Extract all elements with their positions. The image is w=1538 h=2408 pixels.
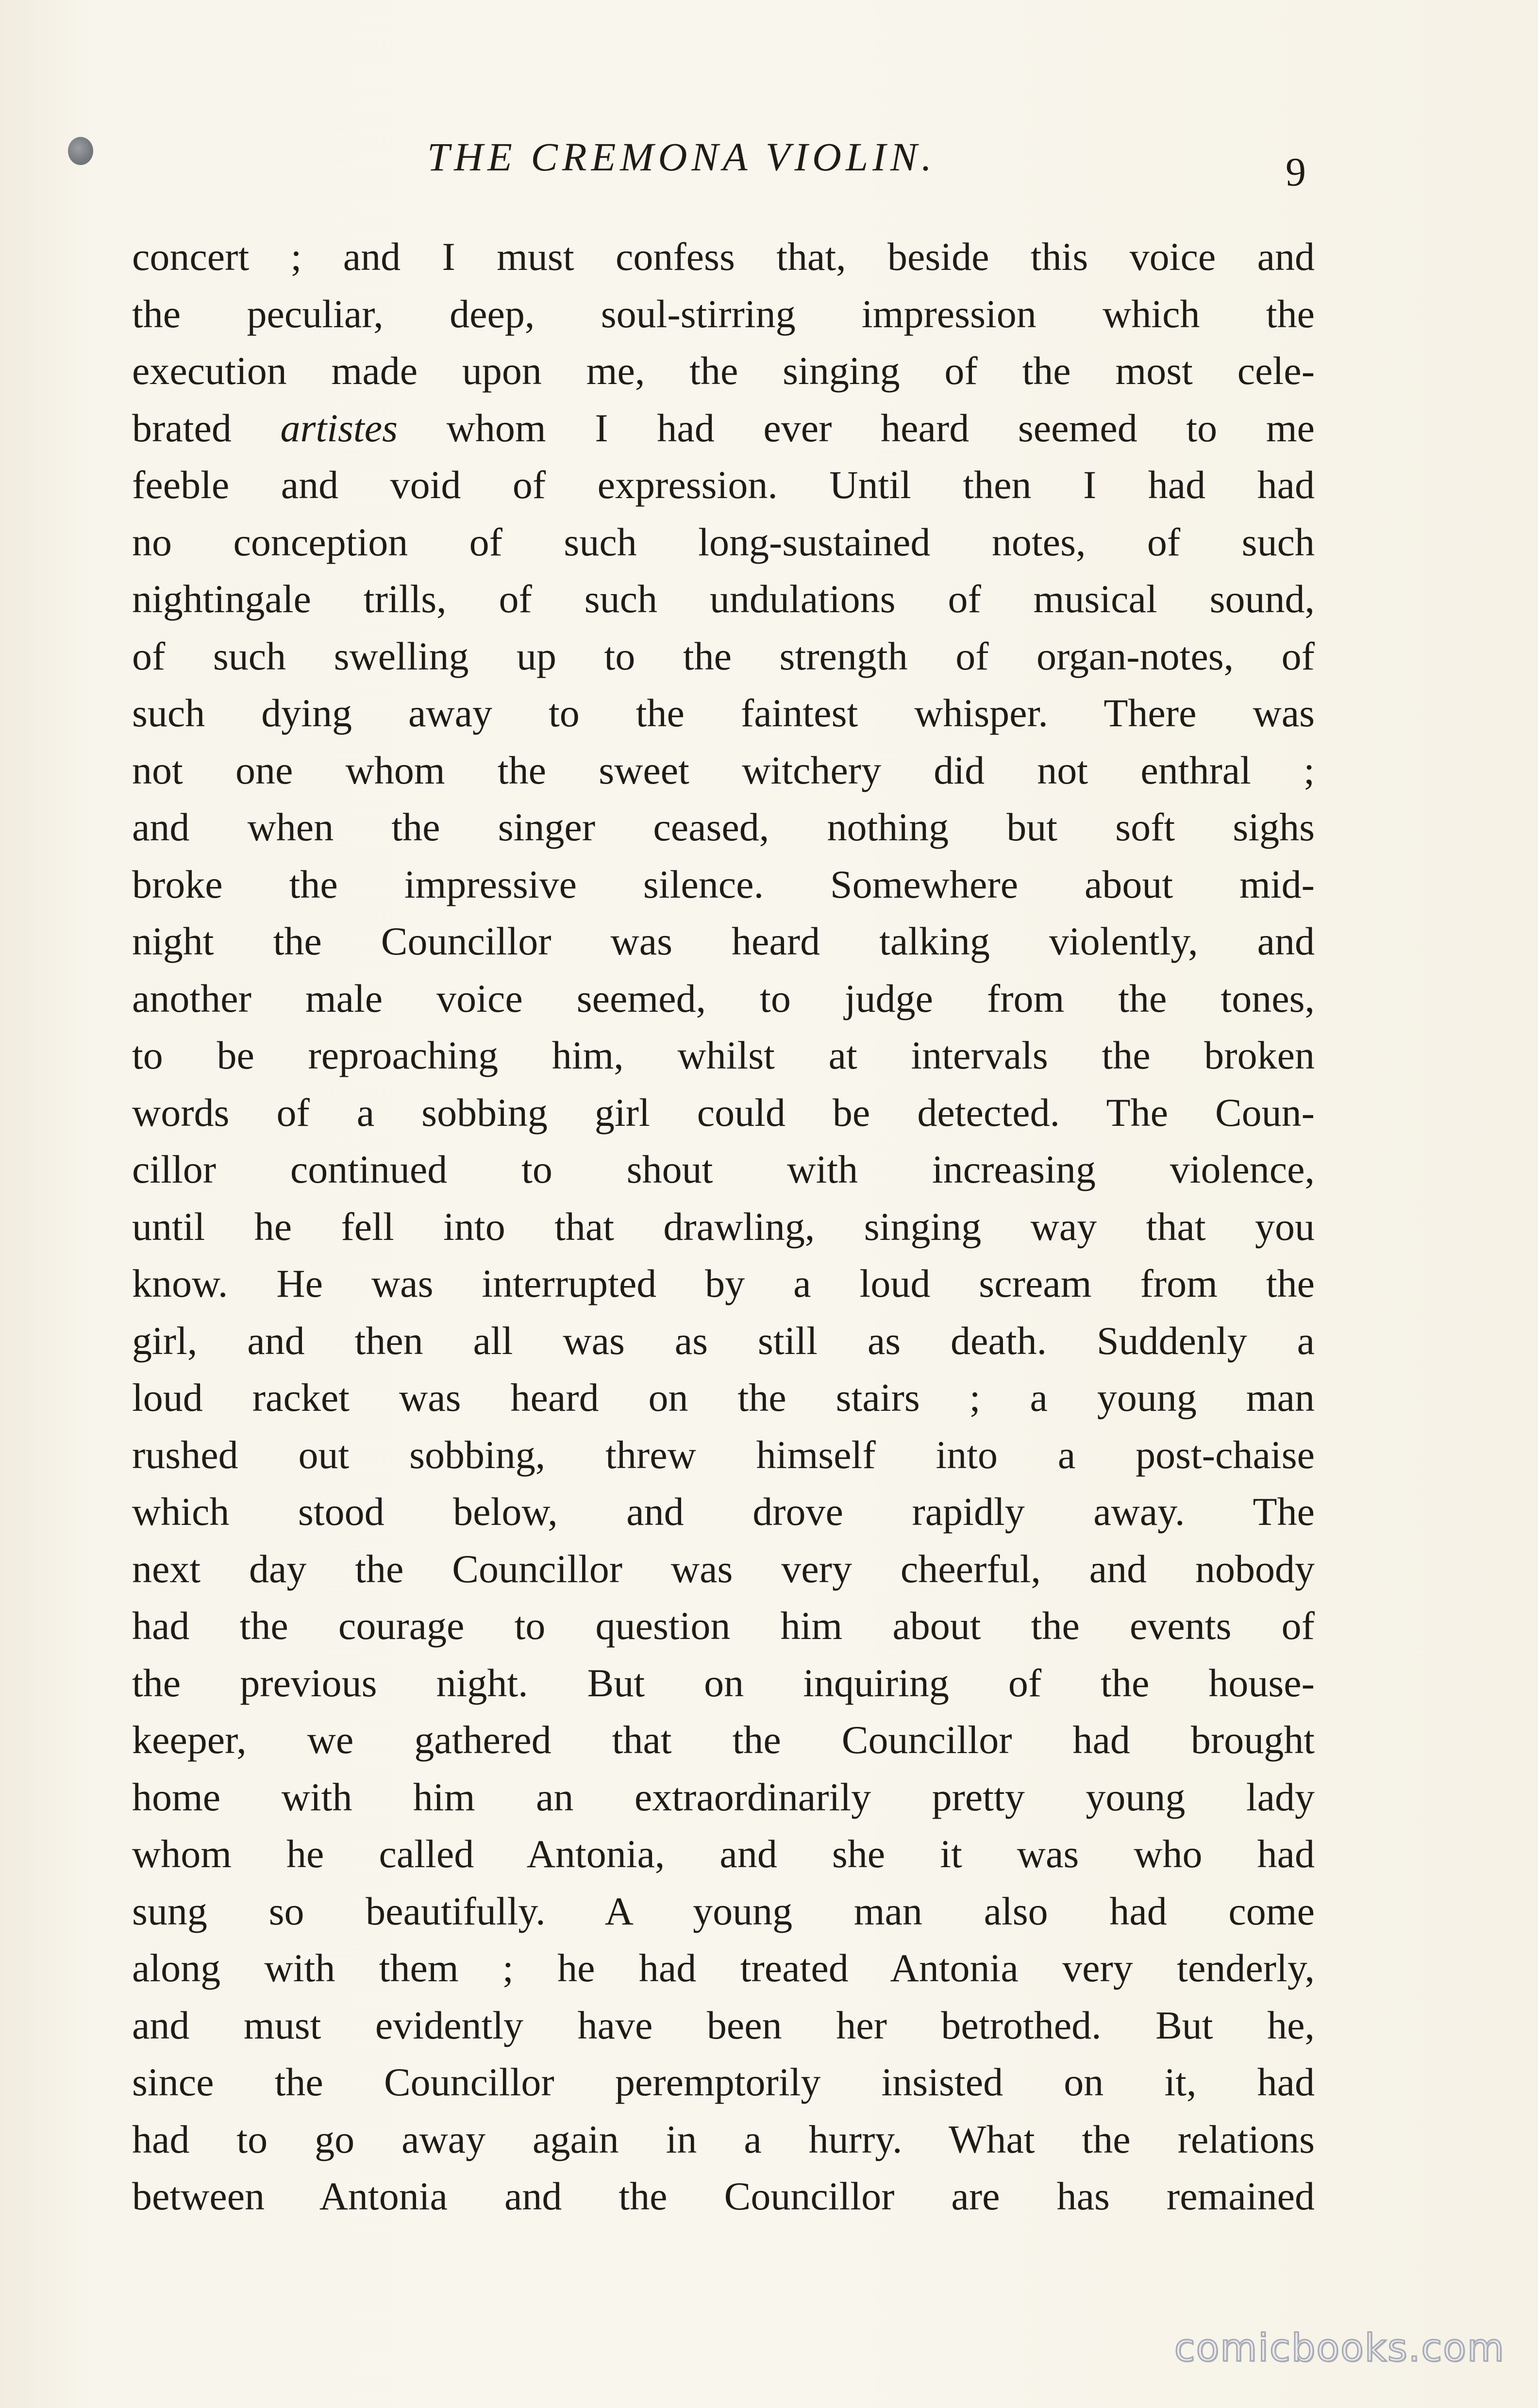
text-line: and when the singer ceased, nothing but soft sighs xyxy=(132,805,1315,849)
text-line: such dying away to the faintest whisper. There was xyxy=(132,691,1315,735)
text-line: home with him an extraordinarily pretty young lady xyxy=(132,1774,1315,1819)
text-line-mixed xyxy=(132,400,1315,457)
text-segment: brated xyxy=(132,405,281,450)
text-line: loud racket was heard on the stairs ; a young man xyxy=(132,1375,1315,1420)
text-line: execution made upon me, the singing of the most cele- xyxy=(132,349,1315,393)
text-line: and must evidently have been her betrothed. But he, xyxy=(132,2003,1315,2047)
text-line: between Antonia and the Councillor are has remained xyxy=(132,2174,1315,2218)
text-line: know. He was interrupted by a loud scream from the xyxy=(132,1261,1315,1305)
page-number: 9 xyxy=(1286,150,1306,195)
text-line: to be reproaching him, whilst at intervals the broken xyxy=(132,1033,1315,1077)
text-line: had to go away again in a hurry. What the relations xyxy=(132,2117,1315,2161)
watermark: comicbooks.com xyxy=(1174,2326,1505,2370)
text-line: night the Councillor was heard talking violently, and xyxy=(132,919,1315,963)
text-line: until he fell into that drawling, singing way that you xyxy=(132,1204,1315,1249)
text-line: keeper, we gathered that the Councillor had brought xyxy=(132,1718,1315,1762)
text-line: cillor continued to shout with increasing violence, xyxy=(132,1147,1315,1191)
text-line: girl, and then all was as still as death. Suddenly a xyxy=(132,1318,1315,1363)
text-line: the previous night. But on inquiring of the house- xyxy=(132,1660,1315,1705)
page-blemish xyxy=(68,137,93,165)
italic-word: artistes xyxy=(280,405,398,450)
text-line: next day the Councillor was very cheerful, and nobody xyxy=(132,1546,1315,1591)
body-text xyxy=(132,228,1315,2225)
text-line: no conception of such long-sustained notes, of such xyxy=(132,519,1315,564)
text-line: along with them ; he had treated Antonia very tenderly, xyxy=(132,1946,1315,1990)
text-line: broke the impressive silence. Somewhere about mid- xyxy=(132,862,1315,906)
text-line: had the courage to question him about the events of xyxy=(132,1604,1315,1648)
running-title: THE CREMONA VIOLIN. xyxy=(427,134,936,179)
text-line: which stood below, and drove rapidly away. The xyxy=(132,1489,1315,1534)
text-line: concert ; and I must confess that, beside this voice and xyxy=(132,234,1315,279)
text-line: rushed out sobbing, threw himself into a post-chaise xyxy=(132,1432,1315,1477)
text-line: not one whom the sweet witchery did not enthral ; xyxy=(132,748,1315,792)
text-segment: whom I had ever heard seemed to me xyxy=(398,405,1315,450)
text-line: the peculiar, deep, soul-stirring impression which the xyxy=(132,291,1315,336)
text-line: words of a sobbing girl could be detected. The Coun- xyxy=(132,1090,1315,1135)
text-line: whom he called Antonia, and she it was who had xyxy=(132,1832,1315,1876)
text-line: nightingale trills, of such undulations of musical sound, xyxy=(132,577,1315,621)
text-line: since the Councillor peremptorily insisted on it, had xyxy=(132,2060,1315,2104)
text-line: another male voice seemed, to judge from the tones, xyxy=(132,976,1315,1020)
text-line: sung so beautifully. A young man also had come xyxy=(132,1889,1315,1933)
text-line: feeble and void of expression. Until then I had had xyxy=(132,463,1315,507)
text-line: of such swelling up to the strength of organ-notes, of xyxy=(132,634,1315,678)
